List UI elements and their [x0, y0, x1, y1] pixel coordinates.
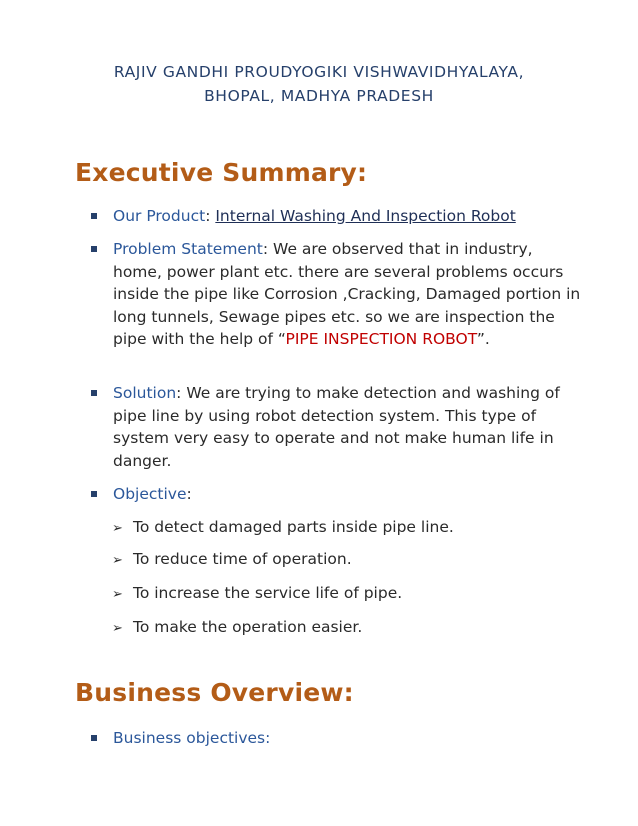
bullet-business-objectives [91, 727, 581, 750]
executive-summary-heading: Executive Summary: [75, 158, 368, 187]
problem-separator: : [262, 240, 274, 258]
objective-item-text: To make the operation easier. [133, 618, 363, 636]
product-label: Our Product [113, 207, 206, 225]
product-name: Internal Washing And Inspection Robot [215, 207, 516, 225]
bullet-objective [91, 483, 581, 506]
product-separator: : [205, 207, 216, 225]
pipe-inspection-robot-highlight: PIPE INSPECTION ROBOT [285, 330, 477, 348]
solution-label: Solution [113, 384, 177, 402]
objective-label: Objective [113, 485, 187, 503]
solution-text: We are trying to make detection and washing of pipe line by using robot detection system. This type of system very easy to operate and not make human life in danger. [113, 384, 560, 470]
objective-item-text: To detect damaged parts inside pipe line. [133, 518, 454, 536]
business-overview-heading: Business Overview: [75, 678, 354, 707]
objective-item [112, 582, 402, 607]
business-objectives-label: Business objectives: [113, 729, 271, 747]
square-bullet-icon [91, 390, 97, 396]
bullet-text [113, 205, 581, 228]
objective-separator: : [186, 485, 192, 503]
university-header [0, 60, 638, 108]
bullet-text [113, 238, 581, 351]
bullet-problem-statement [91, 238, 581, 351]
square-bullet-icon [91, 246, 97, 252]
problem-end: ”. [476, 330, 490, 348]
bullet-our-product [91, 205, 581, 228]
arrow-bullet-icon: ➢ [112, 621, 123, 636]
problem-label: Problem Statement [113, 240, 263, 258]
square-bullet-icon [91, 491, 97, 497]
problem-text: We are observed that in industry, home, power plant etc. there are several problems occurs inside the pipe like Corrosion ,Cracking, Damaged portion in long tunnels, Sewage pipes etc. so we are inspection the pipe with the help of “ [113, 240, 581, 348]
objective-item [112, 616, 362, 641]
objective-item-text: To increase the service life of pipe. [133, 584, 403, 602]
arrow-bullet-icon: ➢ [112, 587, 123, 602]
square-bullet-icon [91, 735, 97, 741]
objective-item-text: To reduce time of operation. [133, 550, 352, 568]
university-name: RAJIV GANDHI PROUDYOGIKI VISHWAVIDHYALAYA, [113, 63, 525, 81]
arrow-bullet-icon: ➢ [112, 521, 123, 536]
university-location: BHOPAL, MADHYA PRADESH [204, 87, 434, 105]
square-bullet-icon [91, 213, 97, 219]
arrow-bullet-icon: ➢ [112, 553, 123, 568]
objective-item [112, 548, 352, 573]
objective-item [112, 516, 454, 541]
bullet-text [113, 382, 581, 472]
bullet-text [113, 483, 581, 506]
bullet-solution [91, 382, 581, 472]
solution-separator: : [176, 384, 187, 402]
